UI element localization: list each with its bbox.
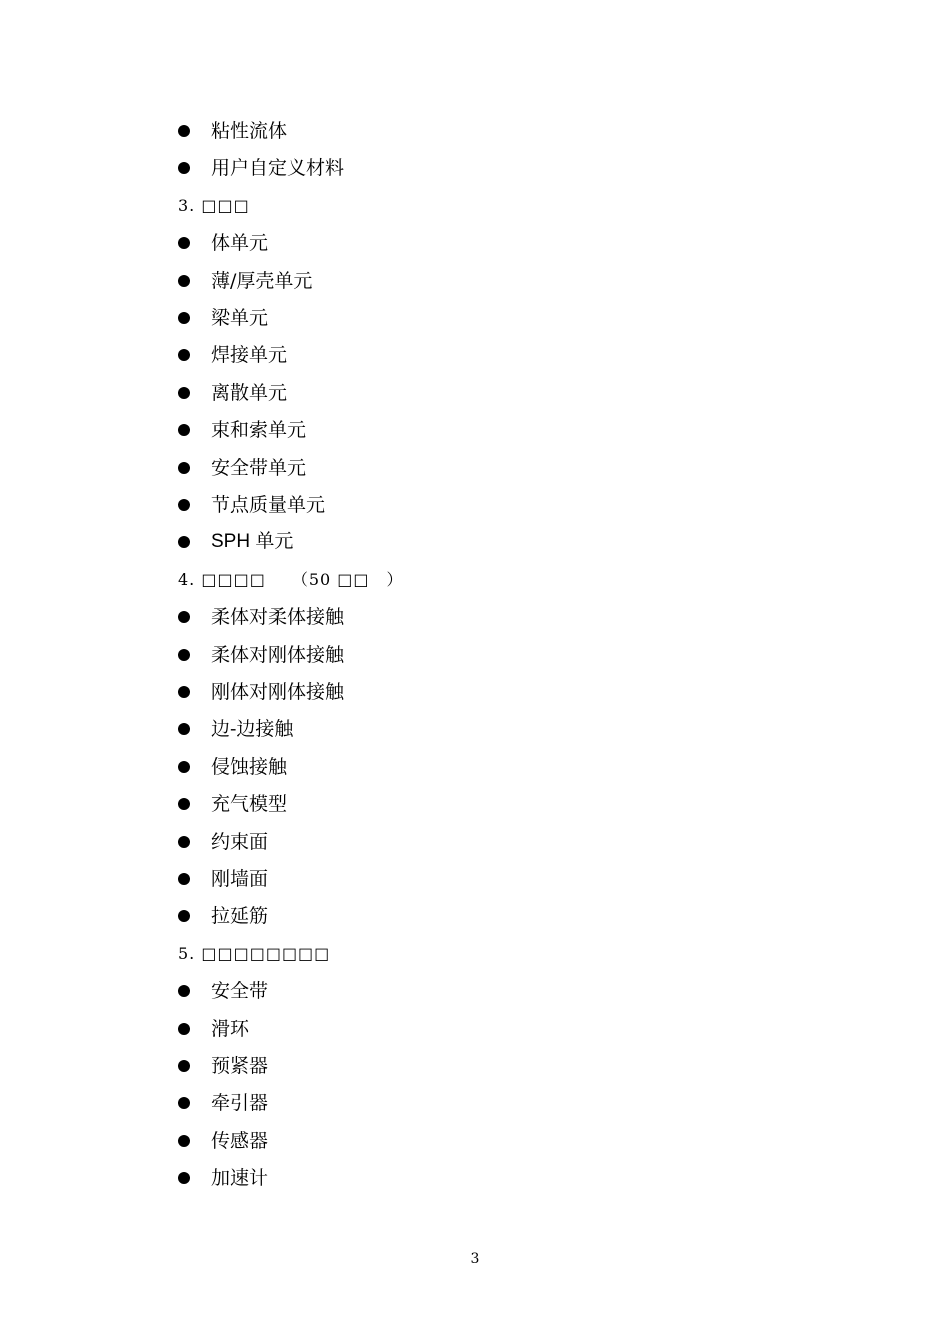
bullet-icon <box>178 536 190 548</box>
bullet-icon <box>178 761 190 773</box>
bullet-icon <box>178 686 190 698</box>
list-item-text: 滑环 <box>211 1017 250 1040</box>
bullet-icon <box>178 611 190 623</box>
list-item-text: 传感器 <box>211 1129 269 1152</box>
list-item-text: 柔体对刚体接触 <box>211 643 345 666</box>
list-item-text: SPH 单元 <box>211 531 294 553</box>
list-item-text: 离散单元 <box>211 381 288 404</box>
list-item-text: 约束面 <box>211 830 269 853</box>
bullet-icon <box>178 836 190 848</box>
list-item-text: 加速计 <box>211 1167 269 1190</box>
bullet-icon <box>178 499 190 511</box>
bullet-icon <box>178 1097 190 1109</box>
bullet-icon <box>178 1135 190 1147</box>
list-item-text: 侵蚀接触 <box>211 755 288 778</box>
bullet-icon <box>178 910 190 922</box>
bullet-icon <box>178 649 190 661</box>
bullet-icon <box>178 1023 190 1035</box>
list-item-text: 节点质量单元 <box>211 494 326 516</box>
bullet-icon <box>178 1060 190 1072</box>
list-item-text: 柔体对柔体接触 <box>211 606 345 629</box>
list-item-text: 束和索单元 <box>211 419 307 442</box>
list-item-text: 预紧器 <box>211 1055 269 1077</box>
bullet-icon <box>178 275 190 287</box>
list-item-text: 刚体对刚体接触 <box>211 681 345 703</box>
bullet-icon <box>178 723 190 735</box>
list-item-text: 安全带单元 <box>211 456 307 479</box>
section-heading-text: 3. □□□ <box>178 195 250 215</box>
bullet-icon <box>178 125 190 137</box>
list-item-text: 用户自定义材料 <box>211 157 345 180</box>
bullet-icon <box>178 873 190 885</box>
bullet-icon <box>178 312 190 324</box>
bullet-icon <box>178 798 190 810</box>
bullet-icon <box>178 387 190 399</box>
bullet-icon <box>178 162 190 174</box>
bullet-icon <box>178 237 190 249</box>
bullet-icon <box>178 349 190 361</box>
page-number: 3 <box>470 1251 480 1267</box>
list-item-text: 粘性流体 <box>211 120 288 142</box>
bullet-icon <box>178 1172 190 1184</box>
section-heading-text: 5. □□□□□□□□ <box>178 943 331 963</box>
list-item-text: 薄/厚壳单元 <box>211 269 313 292</box>
bullet-icon <box>178 424 190 436</box>
list-item-text: 拉延筋 <box>211 905 269 928</box>
list-item-text: 体单元 <box>211 232 269 255</box>
list-item-text: 边-边接触 <box>211 718 294 741</box>
list-item-text: 充气模型 <box>211 793 288 816</box>
list-item-text: 梁单元 <box>211 307 269 329</box>
list-item-text: 安全带 <box>211 980 269 1003</box>
list-item-text: 牵引器 <box>211 1092 269 1115</box>
list-item-text: 刚墙面 <box>211 868 269 890</box>
bullet-icon <box>178 462 190 474</box>
section-heading-text: 4. □□□□ （50 □□ ） <box>178 569 404 589</box>
list-item-text: 焊接单元 <box>211 344 288 367</box>
bullet-icon <box>178 985 190 997</box>
